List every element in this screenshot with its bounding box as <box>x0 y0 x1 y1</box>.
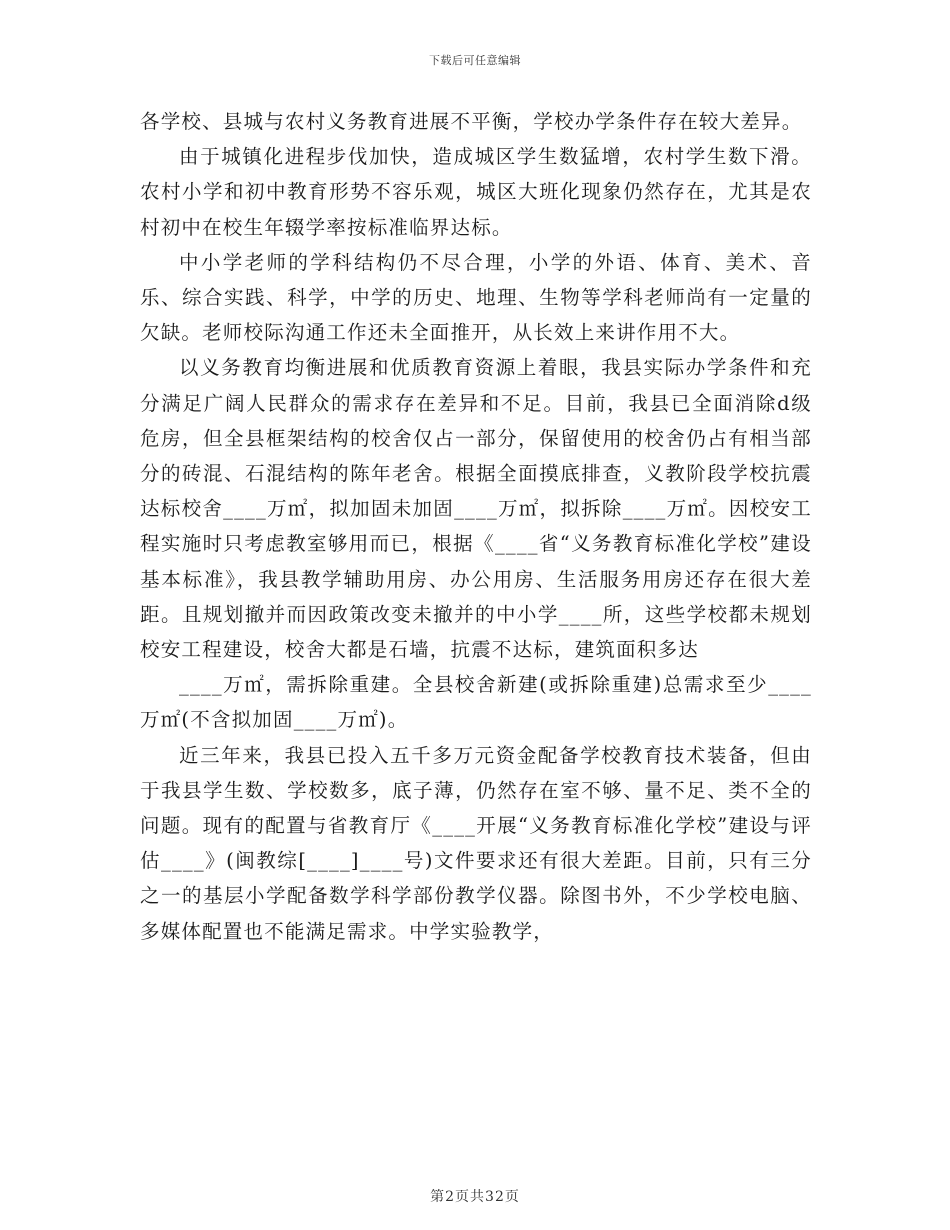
page-footer: 第2页共32页 <box>430 1189 520 1205</box>
paragraph-2: 由于城镇化进程步伐加快，造成城区学生数猛增，农村学生数下滑。农村小学和初中教育形势不容乐观，城区大班化现象仍然存在，尤其是农村初中在校生年辍学率按标准临界达标。 <box>140 145 812 239</box>
body-text <box>140 104 812 949</box>
paragraph-1: 各学校、县城与农村义务教育进展不平衡，学校办学条件存在较大差异。 <box>140 110 803 133</box>
paragraph-4: 以义务教育均衡进展和优质教育资源上着眼，我县实际办学条件和充分满足广阔人民群众的需求存在差异和不足。目前，我县已全面消除d级危房，但全县框架结构的校舍仅占一部分，保留使用的校舍仍占有相当部分的砖混、石混结构的陈年老舍。根据全面摸底排查，义教阶段学校抗震达标校舍____万㎡，拟加固未加固____万㎡，拟拆除____万㎡。因校安工程实施时只考虑教室够用而已，根据《____省“义务教育标准化学校”建设基本标准》，我县教学辅助用房、办公用房、生活服务用房还存在很大差距。且规划撤并而因政策改变未撤并的中小学____所，这些学校都未规划校安工程建设，校舍大都是石墙，抗震不达标，建筑面积多达 <box>140 356 812 662</box>
paragraph-6: 近三年来，我县已投入五千多万元资金配备学校教育技术装备，但由于我县学生数、学校数多，底子薄，仍然存在室不够、量不足、类不全的问题。现有的配置与省教育厅《____开展“义务教育标准化学校”建设与评估____》(闽教综[____]____号)文件要求还有很大差距。目前，只有三分之一的基层小学配备数学科学部份教学仪器。除图书外，不少学校电脑、多媒体配置也不能满足需求。中学实验教学， <box>140 743 812 943</box>
paragraph-5: ____万㎡，需拆除重建。全县校舍新建(或拆除重建)总需求至少____万㎡(不含拟加固____万㎡)。 <box>140 673 812 732</box>
paragraph-3: 中小学老师的学科结构仍不尽合理，小学的外语、体育、美术、音乐、综合实践、科学，中学的历史、地理、生物等学科老师尚有一定量的欠缺。老师校际沟通工作还未全面推开，从长效上来讲作用不大。 <box>140 250 812 345</box>
page-header: 下载后可任意编辑 <box>429 54 521 67</box>
